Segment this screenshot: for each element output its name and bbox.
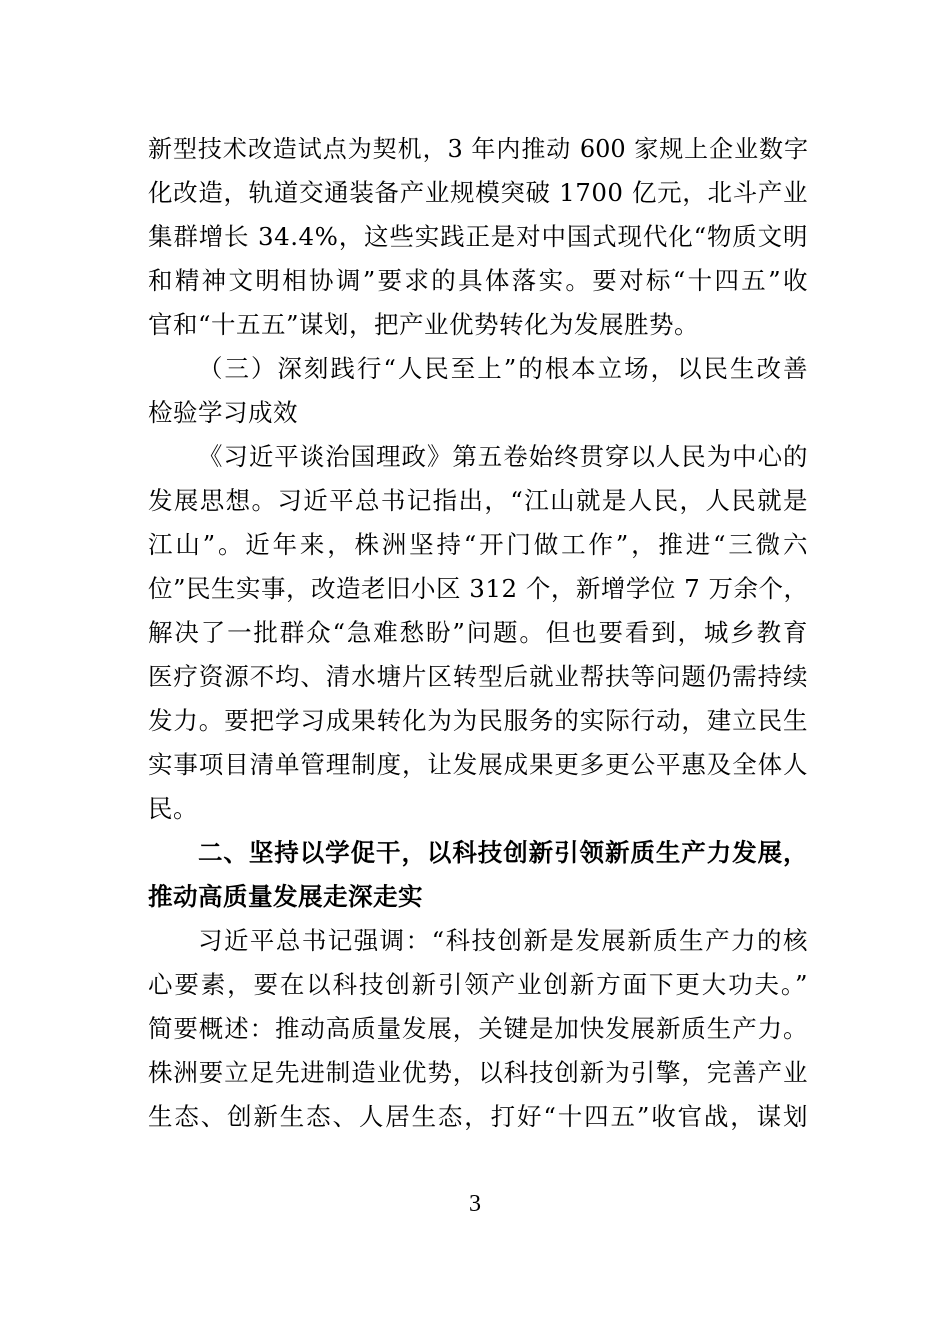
heading-line: 检验学习成效 [148, 398, 298, 427]
text-line: 官和“十五五”谋划，把产业优势转化为发展胜势。 [148, 310, 700, 339]
text-line: 和精神文明相协调”要求的具体落实。要对标“十四五”收 [148, 266, 808, 295]
text-line: 习近平总书记强调：“科技创新是发展新质生产力的核 [198, 926, 808, 955]
heading-line: 推动高质量发展走深走实 [148, 882, 423, 911]
text-line: 心要素，要在以科技创新引领产业创新方面下更大功夫。” [148, 970, 808, 999]
text-line: 化改造，轨道交通装备产业规模突破 1700 亿元，北斗产业 [148, 178, 808, 207]
text-line: 解决了一批群众“急难愁盼”问题。但也要看到，城乡教育 [148, 618, 808, 647]
text-line: 江山”。近年来，株洲坚持“开门做工作”，推进“三微六 [148, 530, 808, 559]
text-line: 生态、创新生态、人居生态，打好“十四五”收官战，谋划 [148, 1102, 808, 1131]
text-line: 株洲要立足先进制造业优势，以科技创新为引擎，完善产业 [148, 1058, 808, 1087]
heading-line: （三）深刻践行“人民至上”的根本立场，以民生改善 [198, 354, 808, 383]
text-line: 新型技术改造试点为契机，3 年内推动 600 家规上企业数字 [148, 135, 808, 163]
text-line: 发展思想。习近平总书记指出，“江山就是人民，人民就是 [148, 486, 808, 515]
text-line: 实事项目清单管理制度，让发展成果更多更公平惠及全体人 [148, 750, 808, 779]
page-number: 3 [469, 1191, 481, 1217]
text-line: 位”民生实事，改造老旧小区 312 个，新增学位 7 万余个， [148, 574, 809, 603]
text-line: 医疗资源不均、清水塘片区转型后就业帮扶等问题仍需持续 [148, 662, 808, 691]
heading-line: 二、坚持以学促干，以科技创新引领新质生产力发展， [198, 838, 808, 867]
text-line: 发力。要把学习成果转化为为民服务的实际行动，建立民生 [148, 706, 808, 735]
text-line: 简要概述：推动高质量发展，关键是加快发展新质生产力。 [148, 1014, 808, 1043]
text-line: 集群增长 34.4%，这些实践正是对中国式现代化“物质文明 [148, 222, 808, 251]
text-line: 《习近平谈治国理政》第五卷始终贯穿以人民为中心的 [198, 442, 808, 471]
text-line: 民。 [148, 794, 198, 823]
